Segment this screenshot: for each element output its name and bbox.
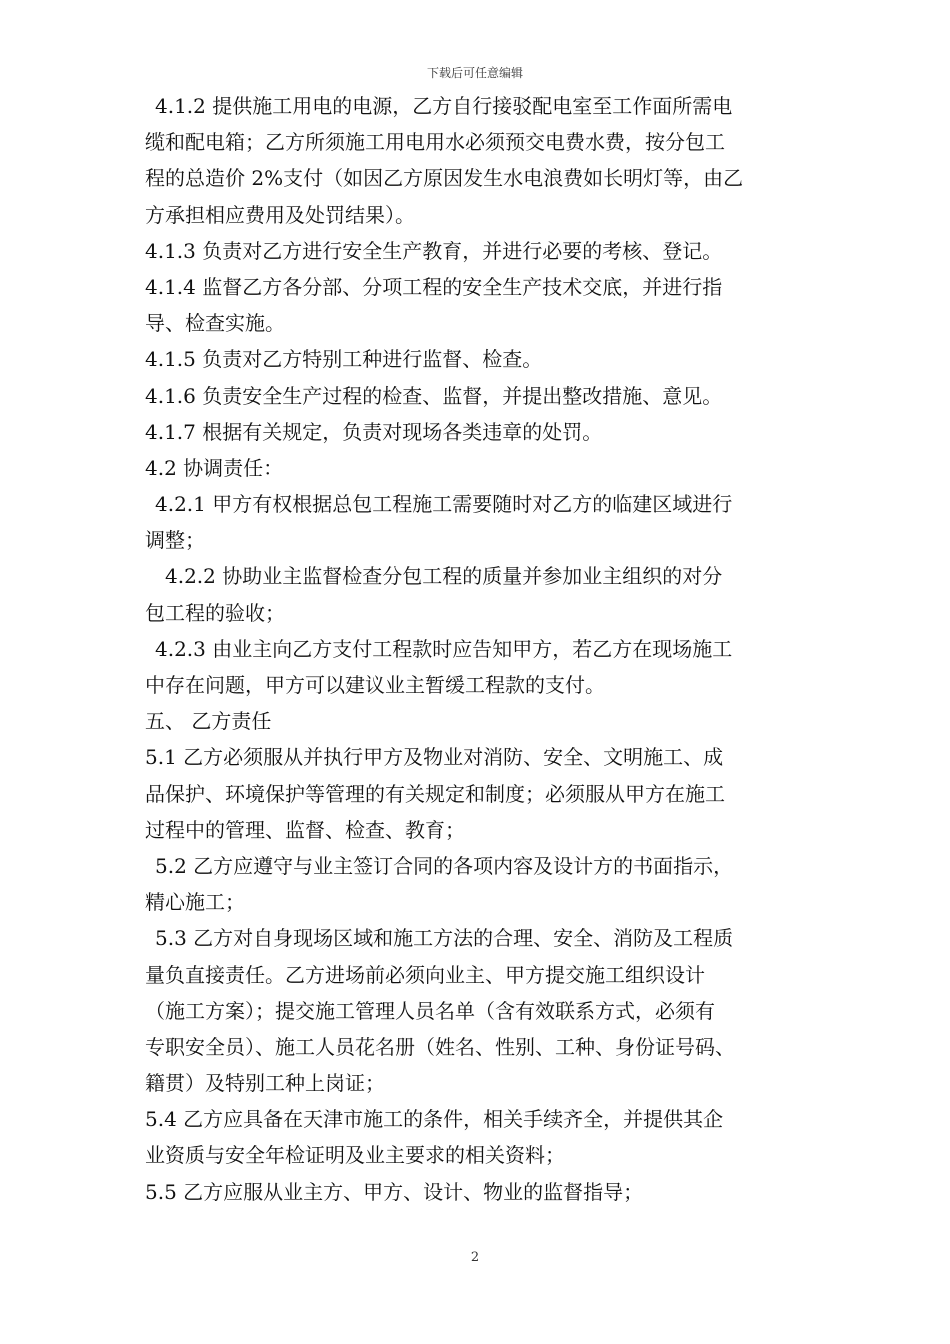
- text-line: 中存在问题，甲方可以建议业主暂缓工程款的支付。: [145, 673, 605, 697]
- text-line: 5.3 乙方对自身现场区域和施工方法的合理、安全、消防及工程质: [155, 926, 734, 951]
- text-line: 4.2 协调责任：: [145, 455, 284, 480]
- text-line: 5.1 乙方必须服从并执行甲方及物业对消防、安全、文明施工、成: [145, 745, 724, 770]
- text-line: （施工方案）；提交施工管理人员名单（含有效联系方式，必须有: [145, 998, 715, 1023]
- text-line: 籍贯）及特别工种上岗证；: [145, 1071, 385, 1096]
- text-line: 导、检查实施。: [145, 311, 285, 336]
- text-line: 程的总造价 2%支付（如因乙方原因发生水电浪费如长明灯等，由乙: [145, 166, 744, 191]
- text-line: 量负直接责任。乙方进场前必须向业主、甲方提交施工组织设计: [145, 962, 705, 987]
- text-line: 4.1.5 负责对乙方特别工种进行监督、检查。: [145, 347, 543, 372]
- text-line: 5.4 乙方应具备在天津市施工的条件，相关手续齐全，并提供其企: [145, 1107, 724, 1132]
- text-line: 业资质与安全年检证明及业主要求的相关资料；: [145, 1143, 565, 1168]
- page-header: 下载后可任意编辑: [426, 66, 523, 80]
- text-line: 方承担相应费用及处罚结果）。: [145, 202, 415, 227]
- text-line: 4.1.6 负责安全生产过程的检查、监督，并提出整改措施、意见。: [145, 383, 723, 408]
- text-line: 包工程的验收；: [145, 600, 285, 625]
- text-line: 5.2 乙方应遵守与业主签订合同的各项内容及设计方的书面指示，: [155, 853, 734, 878]
- text-line: 精心施工；: [145, 890, 245, 915]
- text-line: 4.1.3 负责对乙方进行安全生产教育，并进行必要的考核、登记。: [145, 238, 723, 263]
- text-line: 4.2.1 甲方有权根据总包工程施工需要随时对乙方的临建区域进行: [155, 492, 733, 517]
- text-line: 4.1.4 监督乙方各分部、分项工程的安全生产技术交底，并进行指: [145, 274, 723, 299]
- text-line: 五、 乙方责任: [145, 709, 272, 734]
- text-line: 4.1.2 提供施工用电的电源，乙方自行接驳配电室至工作面所需电: [155, 94, 733, 118]
- page-number: 2: [470, 1250, 480, 1265]
- text-line: 调整；: [145, 528, 205, 553]
- document-body: [145, 88, 817, 1210]
- text-line: 专职安全员）、施工人员花名册（姓名、性别、工种、身份证号码、: [145, 1034, 735, 1059]
- text-line: 4.2.2 协助业主监督检查分包工程的质量并参加业主组织的对分: [165, 564, 723, 589]
- text-line: 5.5 乙方应服从业主方、甲方、设计、物业的监督指导；: [145, 1179, 644, 1204]
- text-line: 4.2.3 由业主向乙方支付工程款时应告知甲方，若乙方在现场施工: [155, 636, 733, 661]
- text-line: 品保护、环境保护等管理的有关规定和制度；必须服从甲方在施工: [145, 781, 725, 806]
- text-line: 过程中的管理、监督、检查、教育；: [145, 817, 465, 842]
- text-line: 4.1.7 根据有关规定，负责对现场各类违章的处罚。: [145, 419, 603, 444]
- text-line: 缆和配电箱；乙方所须施工用电用水必须预交电费水费，按分包工: [145, 130, 725, 155]
